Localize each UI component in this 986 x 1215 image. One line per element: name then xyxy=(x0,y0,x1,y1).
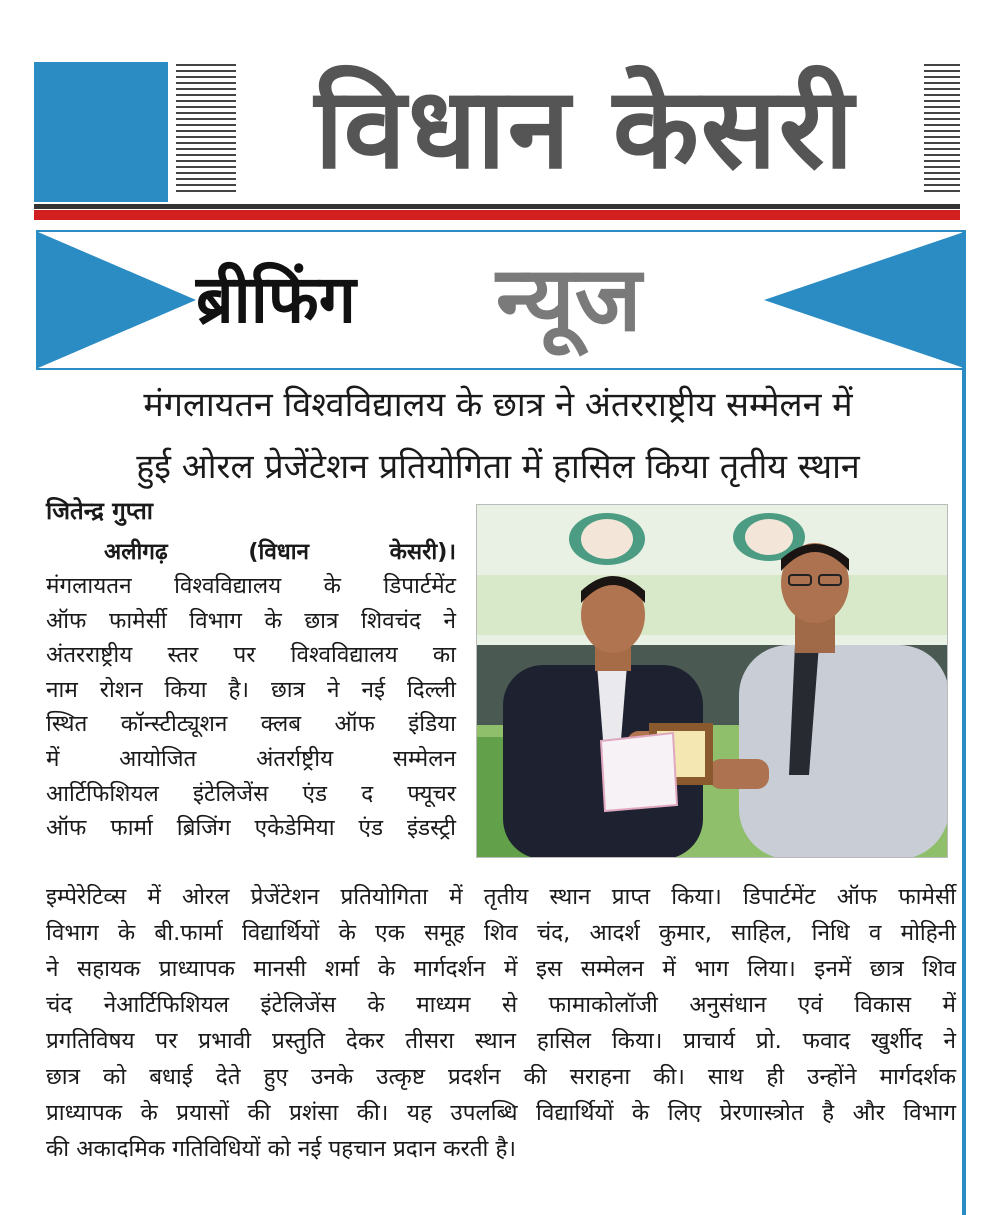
article-text-line: विभाग के बी.फार्मा विद्यार्थियों के एक समूह शिव चंद, आदर्श कुमार, साहिल, निधि व मोहिनी xyxy=(46,920,956,946)
newspaper-masthead-title: विधान केसरी xyxy=(314,64,856,194)
article-text-line: अंतरराष्ट्रीय स्तर पर विश्वविद्यालय का xyxy=(46,642,456,668)
article-photo xyxy=(476,504,948,858)
article-text-line: ऑफ फामेर्सी विभाग के छात्र शिवचंद ने xyxy=(46,608,456,634)
award-ceremony-photo xyxy=(477,505,948,858)
article-text-line: मंगलायतन विश्वविद्यालय के डिपार्टमेंट xyxy=(46,573,456,599)
article-text-line: प्रगतिविषय पर प्रभावी प्रस्तुति देकर तीसरा स्थान हासिल किया। प्राचार्य प्रो. फवाद खुर्शीद ने xyxy=(46,1028,956,1054)
masthead-stripes-left xyxy=(176,64,236,194)
article-text-line: स्थित कॉन्स्टीट्यूशन क्लब ऑफ इंडिया xyxy=(46,711,456,737)
article-text-line: ने सहायक प्राध्यापक मानसी शर्मा के मार्गदर्शन में इस सम्मेलन में भाग लिया। इनमें छात्र शिव xyxy=(46,956,956,982)
masthead-blue-block xyxy=(34,62,168,202)
section-banner-label-news: न्यूज xyxy=(496,247,642,352)
article-headline-line-1: मंगलायतन विश्वविद्यालय के छात्र ने अंतरराष्ट्रीय सम्मेलन में xyxy=(143,385,853,425)
section-banner-label-briefing: ब्रीफिंग xyxy=(196,261,356,338)
article-text-line: नाम रोशन किया है। छात्र ने नई दिल्ली xyxy=(46,677,456,703)
article-headline-line-2: हुई ओरल प्रेजेंटेशन प्रतियोगिता में हासिल किया तृतीय स्थान xyxy=(136,447,860,487)
article-text-line: आर्टिफिशियल इंटेलिजेंस एंड द फ्यूचर xyxy=(46,781,456,807)
article-text-line: की अकादमिक गतिविधियों को नई पहचान प्रदान करती है। xyxy=(46,1136,516,1162)
article-byline: जितेन्द्र गुप्ता xyxy=(46,497,154,525)
article-text-line: छात्र को बधाई देते हुए उनके उत्कृष्ट प्रदर्शन की सराहना की। साथ ही उन्होंने मार्गदर्शक xyxy=(46,1064,956,1090)
article-text-line: में आयोजित अंतर्राष्ट्रीय सम्मेलन xyxy=(46,746,456,772)
banner-arrow-left-icon xyxy=(38,232,196,368)
article-text-line: चंद नेआर्टिफिशियल इंटेलिजेंस के माध्यम से फामाकोलॉजी अनुसंधान एवं विकास में xyxy=(46,992,956,1018)
article-text-line: ऑफ फार्मा ब्रिजिंग एकेडेमिया एंड इंडस्ट्री xyxy=(46,815,456,841)
banner-arrow-right-icon xyxy=(764,232,964,368)
page-right-rule xyxy=(962,230,966,1215)
article-text-line: प्राध्यापक के प्रयासों की प्रशंसा की। यह उपलब्धि विद्यार्थियों के लिए प्रेरणास्त्रोत है और विभाग xyxy=(46,1100,956,1126)
article-dateline: अलीगढ़ (विधान केसरी)। xyxy=(104,539,456,565)
article-text-line: इम्पेरेटिव्स में ओरल प्रेजेंटेशन प्रतियोगिता में तृतीय स्थान प्राप्त किया। डिपार्टमेंट ऑफ फामेर्सी xyxy=(46,884,956,910)
masthead-rule-dark xyxy=(34,204,960,209)
masthead-rule-red xyxy=(34,210,960,220)
